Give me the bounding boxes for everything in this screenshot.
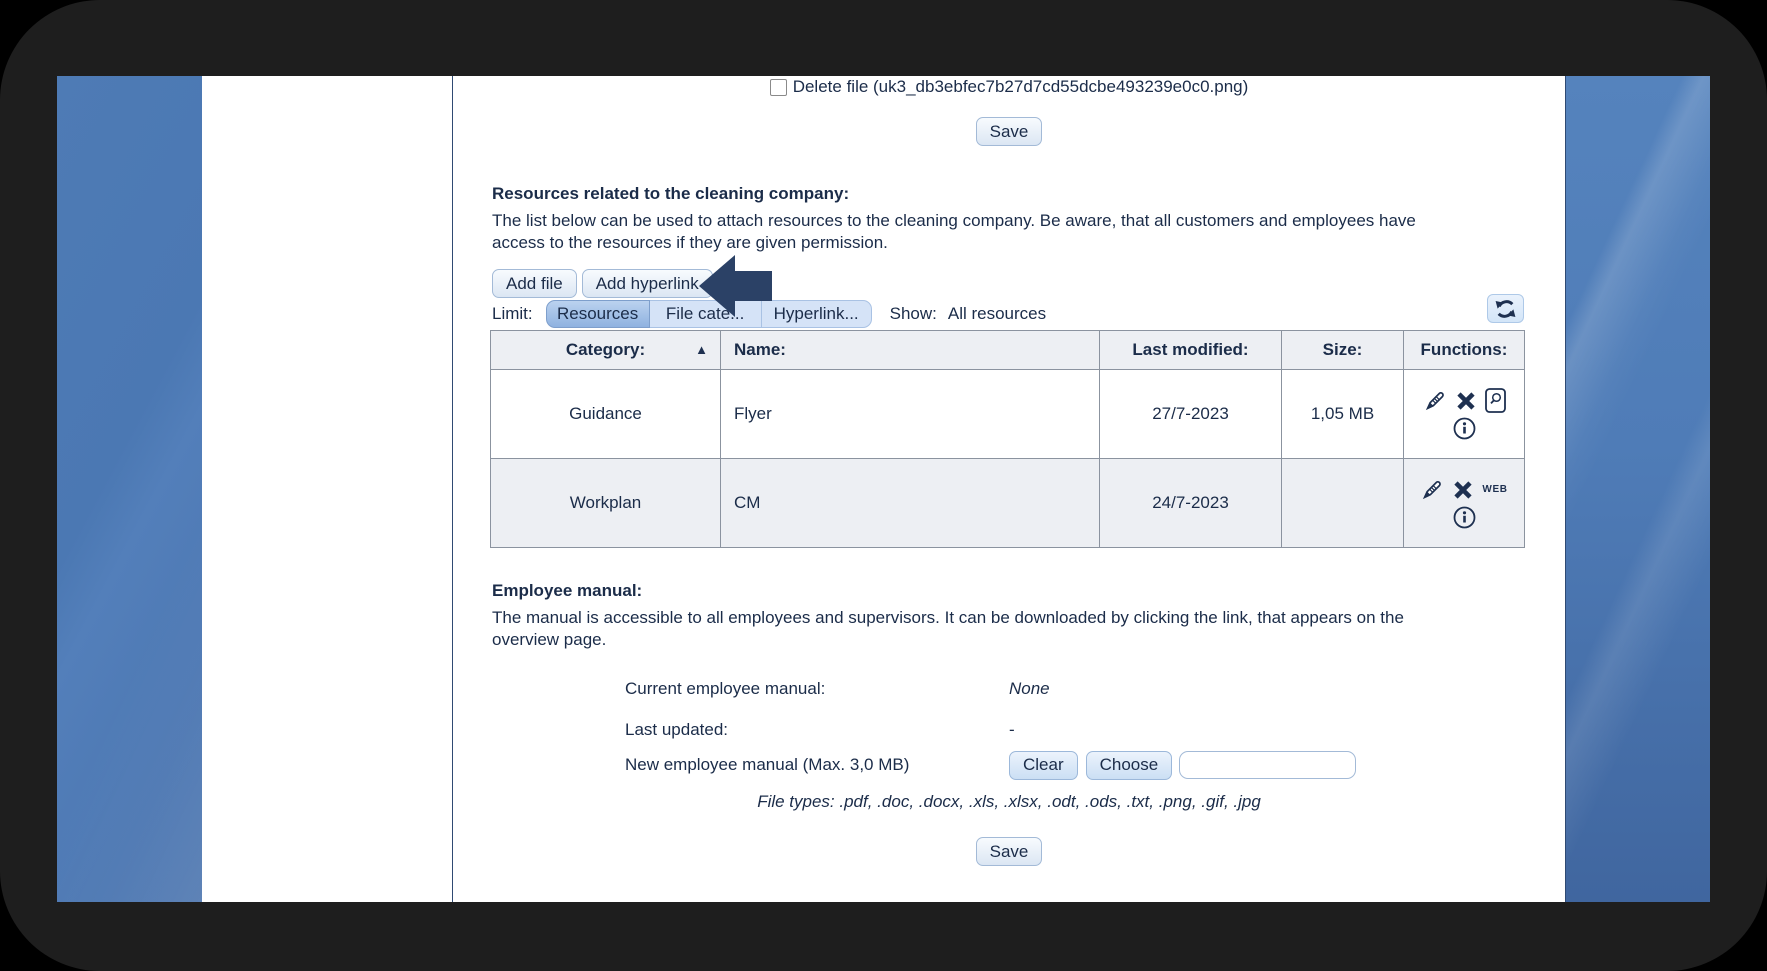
clear-button[interactable]: Clear — [1009, 751, 1078, 780]
delete-file-checkbox[interactable] — [770, 79, 787, 96]
info-icon[interactable] — [1453, 506, 1476, 529]
add-hyperlink-button[interactable]: Add hyperlink — [582, 269, 713, 298]
cell-functions — [1404, 459, 1525, 548]
new-manual-label: New employee manual (Max. 3,0 MB) — [625, 755, 910, 774]
save-button-top[interactable]: Save — [976, 117, 1043, 146]
last-updated-row — [625, 715, 1015, 745]
cell-size: 1,05 MB — [1282, 370, 1404, 459]
header-last-modified[interactable]: Last modified: — [1100, 331, 1282, 370]
show-label: Show: — [889, 303, 937, 323]
left-arrow-pointer-icon — [699, 254, 773, 323]
top-save-row — [453, 117, 1565, 146]
resources-table — [490, 330, 1525, 548]
edit-pencil-icon[interactable] — [1420, 478, 1444, 502]
employee-manual-heading: Employee manual: — [492, 581, 643, 600]
delete-x-icon[interactable] — [1456, 391, 1476, 411]
header-functions: Functions: — [1404, 331, 1525, 370]
table-row — [491, 370, 1525, 459]
show-value: All resources — [947, 303, 1047, 323]
edit-pencil-icon[interactable] — [1423, 389, 1447, 413]
choose-button[interactable]: Choose — [1086, 751, 1173, 780]
cell-last-modified: 27/7-2023 — [1100, 370, 1282, 459]
table-header-row — [491, 331, 1525, 370]
web-link-icon[interactable]: WEB — [1482, 484, 1508, 495]
table-row — [491, 459, 1525, 548]
left-column — [202, 76, 453, 902]
resources-heading: Resources related to the cleaning company: — [492, 184, 850, 203]
last-updated-label: Last updated: — [625, 720, 729, 739]
header-name[interactable]: Name: — [721, 331, 1100, 370]
preview-magnifier-icon[interactable] — [1485, 388, 1506, 413]
cell-last-modified: 24/7-2023 — [1100, 459, 1282, 548]
delete-x-icon[interactable] — [1453, 480, 1473, 500]
save-button-bottom[interactable]: Save — [976, 837, 1043, 866]
current-manual-row — [625, 674, 1050, 704]
add-file-button[interactable]: Add file — [492, 269, 577, 298]
cell-name: Flyer — [721, 370, 1100, 459]
limit-hyperlink-button[interactable]: Hyperlink... — [761, 300, 872, 328]
last-updated-value: - — [1009, 720, 1015, 739]
main-content — [453, 76, 1565, 902]
cell-category: Workplan — [491, 459, 721, 548]
screen — [57, 76, 1710, 902]
current-manual-value: None — [1009, 679, 1050, 698]
employee-manual-description: The manual is accessible to all employees and supervisors. It can be downloaded by clicking the link, that appears on the overview page. — [492, 608, 1404, 649]
background-panel-left — [57, 76, 202, 902]
delete-file-row — [453, 77, 1565, 97]
cell-size — [1282, 459, 1404, 548]
bottom-save-row — [453, 837, 1565, 866]
cell-category: Guidance — [491, 370, 721, 459]
manual-file-input[interactable] — [1179, 751, 1356, 779]
background-panel-right — [1565, 76, 1710, 902]
current-manual-label: Current employee manual: — [625, 679, 826, 698]
cell-name: CM — [721, 459, 1100, 548]
resources-actions — [492, 269, 713, 298]
limit-file-categories-button[interactable]: File cate... — [649, 300, 762, 328]
limit-resources-button[interactable]: Resources — [546, 300, 650, 328]
resources-description: The list below can be used to attach resources to the cleaning company. Be aware, that all customers and employees have access to the resources if they are given permission. — [492, 211, 1416, 252]
new-manual-row — [625, 750, 1356, 780]
delete-file-label: Delete file (uk3_db3ebfec7b27d7cd55dcbe493239e0c0.png) — [792, 77, 1249, 96]
header-category[interactable]: Category: ▲ — [491, 331, 721, 370]
refresh-icon — [1494, 298, 1517, 320]
refresh-button[interactable] — [1487, 294, 1524, 323]
sort-asc-icon: ▲ — [695, 341, 708, 357]
file-types-note: File types: .pdf, .doc, .docx, .xls, .xlsx, .odt, .ods, .txt, .png, .gif, .jpg — [757, 792, 1261, 811]
header-size[interactable]: Size: — [1282, 331, 1404, 370]
info-icon[interactable] — [1453, 417, 1476, 440]
cell-functions — [1404, 370, 1525, 459]
limit-label: Limit: — [492, 303, 533, 323]
